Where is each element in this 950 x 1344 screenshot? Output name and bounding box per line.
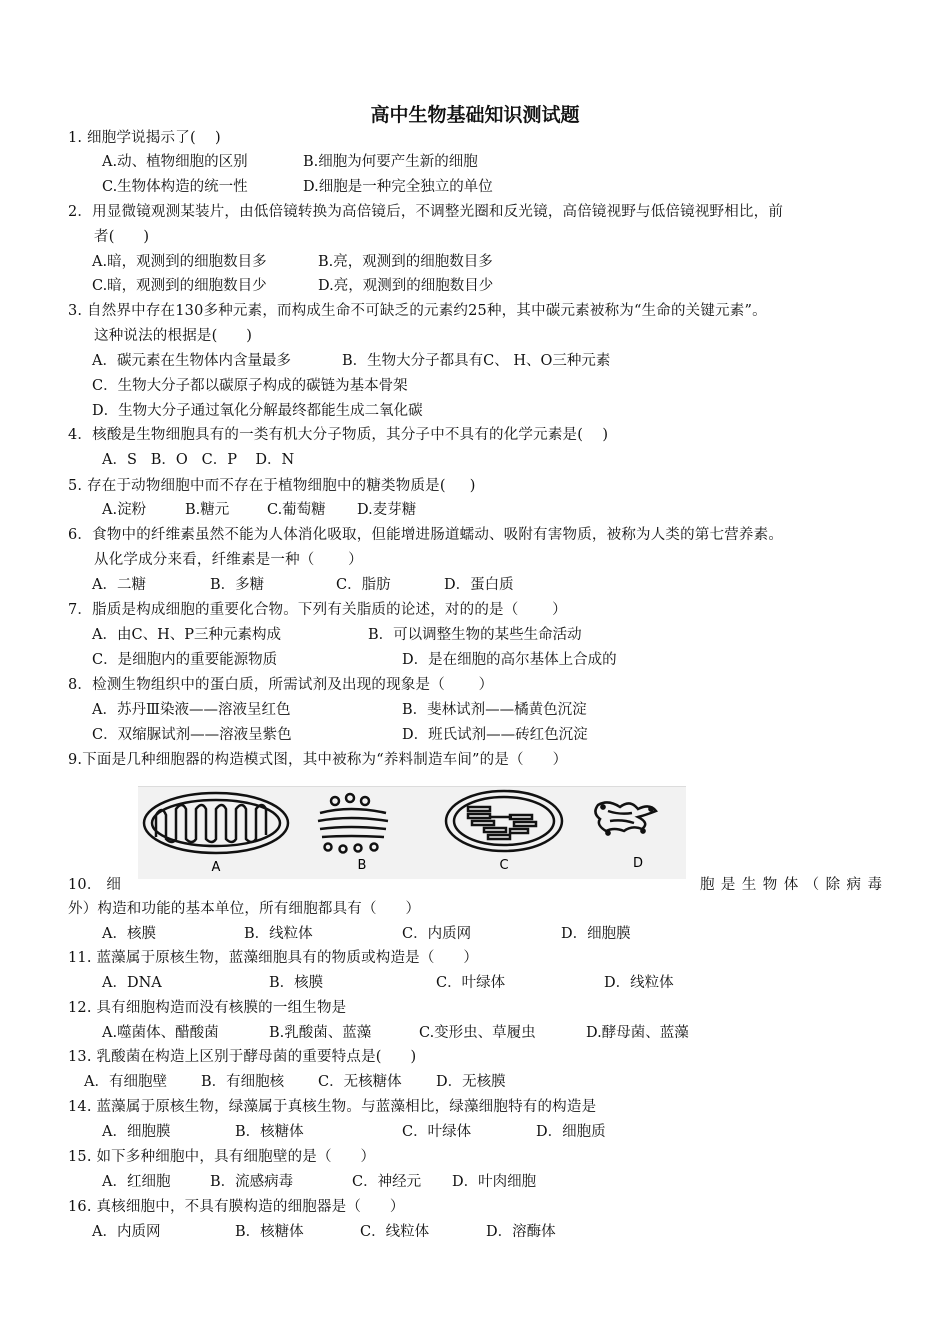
q3-option-d: D．生物大分子通过氧化分解最终都能生成二氧化碳 xyxy=(92,403,423,419)
q6-stem-line1: 6．食物中的纤维素虽然不能为人体消化吸取，但能增进肠道蠕动、吸附有害物质，被称为人类的第七营养素。 xyxy=(68,527,784,543)
mitochondrion-diagram xyxy=(144,793,288,853)
q15-option-c: C．神经元 xyxy=(352,1174,422,1190)
q1-option-b: B.细胞为何要产生新的细胞 xyxy=(303,154,478,170)
q10-option-d: D．细胞膜 xyxy=(561,926,631,942)
q16-option-a: A．内质网 xyxy=(92,1224,161,1240)
q9-stem: 9.下面是几种细胞器的构造模式图，其中被称为“养料制造车间”的是（ ） xyxy=(68,752,568,768)
q4-stem: 4．核酸是生物细胞具有的一类有机大分子物质，其分子中不具有的化学元素是( ) xyxy=(68,427,609,443)
q3-option-c: C．生物大分子都以碳原子构成的碳链为基本骨架 xyxy=(92,378,408,394)
q16-option-b: B．核糖体 xyxy=(235,1224,304,1240)
q15-option-a: A．红细胞 xyxy=(102,1174,171,1190)
q3-option-b: B．生物大分子都具有C、 H、O三种元素 xyxy=(342,353,611,369)
q1-option-c: C.生物体构造的统一性 xyxy=(102,179,248,195)
q12-option-c: C.变形虫、草履虫 xyxy=(419,1025,536,1041)
q7-option-d: D．是在细胞的高尔基体上合成的 xyxy=(402,652,617,668)
q2-option-a: A.暗，观测到的细胞数目多 xyxy=(92,254,267,270)
q11-stem: 11. 蓝藻属于原核生物，蓝藻细胞具有的物质或构造是（ ） xyxy=(68,950,479,966)
q2-option-b: B.亮，观测到的细胞数目多 xyxy=(318,254,493,270)
q13-option-c: C．无核糖体 xyxy=(318,1074,402,1090)
q8-option-d: D．班氏试剂——砖红色沉淀 xyxy=(402,727,588,743)
q6-option-c: C．脂肪 xyxy=(336,577,391,593)
figure-label-a: A xyxy=(211,860,221,875)
er-diagram xyxy=(595,802,656,834)
q12-option-a: A.噬菌体、醋酸菌 xyxy=(102,1025,219,1041)
q11-option-c: C．叶绿体 xyxy=(436,975,506,991)
q10-stem-line2: 外）构造和功能的基本单位，所有细胞都具有（ ） xyxy=(68,901,421,917)
q15-option-d: D．叶肉细胞 xyxy=(452,1174,537,1190)
figure-label-b: B xyxy=(357,858,367,873)
q14-option-b: B．核糖体 xyxy=(235,1124,304,1140)
q6-option-b: B．多糖 xyxy=(210,577,265,593)
q8-option-c: C．双缩脲试剂——溶液呈紫色 xyxy=(92,727,292,743)
q16-option-c: C．线粒体 xyxy=(360,1224,430,1240)
q1-option-a: A.动、植物细胞的区别 xyxy=(102,154,248,170)
q13-stem: 13. 乳酸菌在构造上区别于酵母菌的重要特点是( ) xyxy=(68,1049,417,1065)
q4-options: A．S B．O C．P D．N xyxy=(102,452,295,468)
q1-stem: 1. 细胞学说揭示了( ) xyxy=(68,130,221,146)
q6-option-d: D．蛋白质 xyxy=(444,577,514,593)
q7-stem: 7．脂质是构成细胞的重要化合物。下列有关脂质的论述，对的的是（ ） xyxy=(68,602,567,618)
q16-stem: 16. 真核细胞中，不具有膜构造的细胞器是（ ） xyxy=(68,1199,405,1215)
q15-option-b: B．流感病毒 xyxy=(210,1174,294,1190)
q16-option-d: D．溶酶体 xyxy=(486,1224,556,1240)
q1-option-d: D.细胞是一种完全独立的单位 xyxy=(303,179,493,195)
q12-option-b: B.乳酸菌、蓝藻 xyxy=(269,1025,372,1041)
chloroplast-diagram xyxy=(446,791,562,851)
q7-option-b: B．可以调整生物的某些生命活动 xyxy=(368,627,582,643)
q3-option-a: A．碳元素在生物体内含量最多 xyxy=(92,353,291,369)
q15-stem: 15. 如下多种细胞中，具有细胞壁的是（ ） xyxy=(68,1149,376,1165)
q12-stem: 12. 具有细胞构造而没有核膜的一组生物是 xyxy=(68,1000,347,1016)
q7-option-c: C．是细胞内的重要能源物质 xyxy=(92,652,278,668)
q8-option-a: A．苏丹Ⅲ染液——溶液呈红色 xyxy=(92,702,291,718)
q3-stem-line1: 3. 自然界中存在130多种元素，而构成生命不可缺乏的元素约25种，其中碳元素被称为“生命的关键元素”。 xyxy=(68,303,767,319)
q14-option-a: A．细胞膜 xyxy=(102,1124,171,1140)
q5-option-b: B.糖元 xyxy=(185,502,230,518)
organelle-figure xyxy=(138,786,686,879)
q13-option-b: B．有细胞核 xyxy=(201,1074,285,1090)
q10-stem-right: 胞是生物体（除病毒 xyxy=(700,877,882,893)
page-title: 高中生物基础知识测试题 xyxy=(370,104,580,126)
q7-option-a: A．由C、H、P三种元素构成 xyxy=(92,627,281,643)
q5-stem: 5. 存在于动物细胞中而不存在于植物细胞中的糖类物质是( ) xyxy=(68,478,476,494)
figure-label-c: C xyxy=(499,858,509,873)
q14-option-c: C．叶绿体 xyxy=(402,1124,472,1140)
q2-option-c: C.暗，观测到的细胞数目少 xyxy=(92,278,267,294)
q10-option-a: A．核膜 xyxy=(102,926,156,942)
q10-option-c: C．内质网 xyxy=(402,926,472,942)
q13-option-d: D．无核膜 xyxy=(436,1074,506,1090)
q5-option-c: C.葡萄糖 xyxy=(267,502,326,518)
q2-stem-line2: 者( ) xyxy=(94,229,150,245)
q3-stem-line2: 这种说法的根据是( ) xyxy=(94,328,253,344)
q6-stem-line2: 从化学成分来看，纤维素是一种（ ） xyxy=(94,552,363,568)
q13-option-a: A．有细胞壁 xyxy=(84,1074,167,1090)
q2-stem-line1: 2．用显微镜观测某装片，由低倍镜转换为高倍镜后，不调整光圈和反光镜，高倍镜视野与低倍镜视野相比，前 xyxy=(68,204,784,220)
q14-stem: 14. 蓝藻属于原核生物，绿藻属于真核生物。与蓝藻相比，绿藻细胞特有的构造是 xyxy=(68,1099,597,1115)
q12-option-d: D.酵母菌、蓝藻 xyxy=(586,1025,689,1041)
q11-option-a: A．DNA xyxy=(102,975,162,991)
golgi-diagram xyxy=(318,794,388,853)
q6-option-a: A．二糖 xyxy=(92,577,146,593)
q11-option-b: B．核膜 xyxy=(269,975,324,991)
q5-option-d: D.麦芽糖 xyxy=(357,502,417,518)
q8-option-b: B．斐林试剂——橘黄色沉淀 xyxy=(402,702,587,718)
q5-option-a: A.淀粉 xyxy=(102,502,147,518)
q8-stem: 8．检测生物组织中的蛋白质，所需试剂及出现的现象是（ ） xyxy=(68,677,494,693)
q14-option-d: D．细胞质 xyxy=(536,1124,606,1140)
figure-label-d: D xyxy=(632,856,644,871)
q11-option-d: D．线粒体 xyxy=(604,975,674,991)
q10-option-b: B．线粒体 xyxy=(244,926,313,942)
q10-stem-left: 10． 细 xyxy=(68,877,122,893)
q2-option-d: D.亮，观测到的细胞数目少 xyxy=(318,278,494,294)
